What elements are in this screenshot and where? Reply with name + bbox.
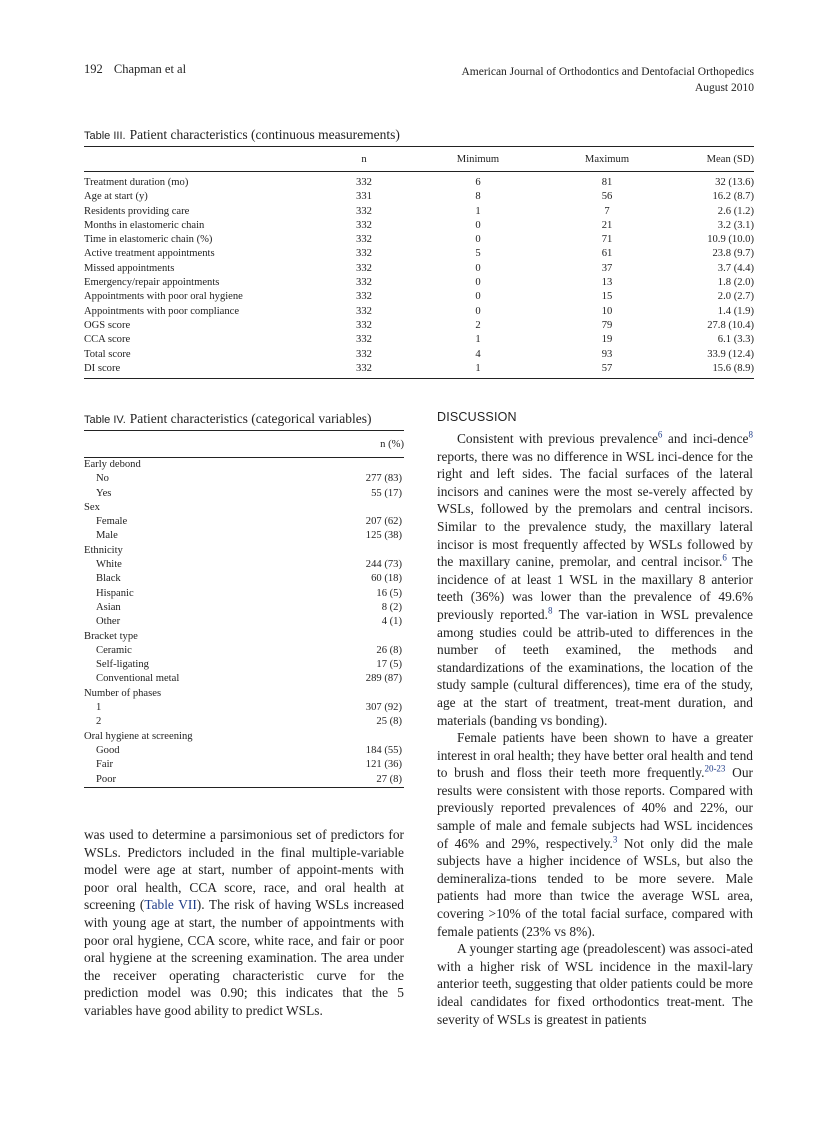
cell-max: 37 — [601, 262, 613, 274]
cell-value: 8 (2) — [381, 601, 402, 613]
discussion-paragraph-1: Consistent with previous prevalence$^6$ and inci-dence$^8$ reports, there was no difference in WSL inci-dence for the right and left sides. The facial surfaces of the lateral incisors and canines were the most se-verely affected by WSLs, followed by the premolars and central incisors. Similar to the prevalence study, the maxillary lateral incisor is most frequently affected by WSLs followed by the maxillary canine, premolar, and central incisor.$^6$ The incidence of at least 1 WSL in the maxillary 8 anterior teeth (36%) was lower than the prevalence of 49.6% previously reported.$^8$ The var-iation in WSL prevalence among studies could be attrib-uted to differences in the number of teeth examined, the methods and standardizations of the examinations, the location of the study sample (cultural differences), time era of the study, age at the start of treatment, treat-ment duration, and materials (banding vs bonding). — [437, 429, 753, 728]
cell-value: 60 (18) — [371, 573, 402, 585]
table-vii-link[interactable]: Table VII — [144, 897, 197, 913]
page-number: 192 — [84, 62, 103, 76]
cell-label: Sex — [84, 501, 100, 513]
cell-label: Emergency/repair appointments — [84, 277, 220, 289]
table3-col-max: Maximum — [584, 153, 630, 165]
section-heading: DISCUSSION — [437, 410, 517, 424]
cell-label: Age at start (y) — [84, 191, 148, 203]
table3-col-n: n — [361, 153, 367, 165]
cell-value — [334, 630, 404, 644]
cell-n: 332 — [356, 305, 372, 317]
cell-label: Fair — [96, 759, 114, 771]
cell-label: Months in elastomeric chain — [84, 219, 205, 231]
discussion-paragraph-2: Female patients have been shown to have a greater interest in oral health; they have better oral health and tend to brush and floss their teeth more frequently.$^{20-23}$ Our results were consistent with those reports. Compared with previously reported prevalences of 40% and 22%, our sample of male and female subjects had WSL incidences of 46% and 29%, respectively.$^3$ Not only did the male subjects have a higher incidence of WSLs, but also the demineraliza-tions tended to be more severe. Male patients had more than twice the average WSL area, covering >10% of the total facial surface, compared with female patients (23% vs 8%). — [437, 730, 753, 939]
table4-group-row — [84, 687, 404, 701]
cell-value — [334, 730, 404, 744]
running-header-right — [461, 64, 754, 96]
cell-max: 79 — [601, 319, 613, 331]
cell-min: 0 — [475, 219, 481, 231]
cell-min: 6 — [475, 177, 481, 188]
cell-max: 71 — [601, 234, 613, 246]
table3-row — [84, 276, 754, 290]
cell-value — [334, 458, 404, 473]
cell-mean: 23.8 (9.7) — [712, 248, 754, 260]
cell-value: 25 (8) — [376, 716, 402, 728]
cell-n: 332 — [356, 277, 372, 289]
discussion-section — [437, 410, 753, 1028]
cell-min: 8 — [475, 191, 481, 203]
journal-name: American Journal of Orthodontics and Dentofacial Orthopedics — [461, 66, 754, 78]
table4-header-row — [84, 431, 404, 458]
table3-row — [84, 362, 754, 379]
cell-n: 332 — [356, 248, 372, 260]
cell-value: 244 (73) — [365, 559, 402, 571]
cell-label: Missed appointments — [84, 262, 175, 274]
table3-row — [84, 319, 754, 333]
cell-label: Appointments with poor compliance — [84, 305, 240, 317]
table4-group-row — [84, 458, 404, 473]
cell-label: Self-ligating — [96, 659, 149, 671]
table3 — [84, 146, 754, 379]
cell-value — [334, 501, 404, 515]
table3-row — [84, 190, 754, 204]
cell-max: 61 — [601, 248, 613, 260]
table4-group-row — [84, 730, 404, 744]
cell-value: 17 (5) — [376, 659, 402, 671]
table3-header-row — [84, 147, 754, 172]
table4-title: Patient characteristics (categorical variables) — [129, 411, 372, 426]
cell-n: 332 — [356, 234, 372, 246]
cell-value: 121 (36) — [365, 759, 402, 771]
cell-value: 307 (92) — [365, 702, 402, 714]
table3-col-label — [84, 147, 314, 172]
table4-group-row — [84, 630, 404, 644]
cell-label: Early debond — [84, 459, 141, 470]
table4-row — [84, 744, 404, 758]
cell-mean: 16.2 (8.7) — [712, 191, 754, 203]
cell-label: Yes — [96, 487, 112, 499]
table4-label: Table IV. — [84, 414, 126, 426]
cell-label: Total score — [84, 348, 131, 360]
table4-row — [84, 758, 404, 772]
cell-label: Other — [96, 616, 121, 628]
cell-max: 56 — [601, 191, 613, 203]
table4-row — [84, 515, 404, 529]
cell-min: 0 — [475, 291, 481, 303]
citation[interactable]: 20-23 — [704, 763, 726, 774]
citation[interactable]: 6 — [722, 552, 727, 563]
cell-label: Poor — [96, 773, 117, 785]
cell-label: Active treatment appointments — [84, 248, 215, 260]
table3-col-mean: Mean (SD) — [706, 153, 754, 165]
table3-col-min: Minimum — [456, 153, 500, 165]
table4-row — [84, 529, 404, 543]
cell-mean: 32 (13.6) — [715, 177, 754, 188]
table4-row — [84, 558, 404, 572]
paragraph: was used to determine a parsimonious set of predictors for WSLs. Predictors included in the final multiple-variable model were age at start, number of appoint-ments with poor oral health, CCA score, race, and oral health at screening (Table VII). The risk of having WSLs increased with young age at start, the number of appointments with poor oral hygiene, CCA score, white race, and fair or poor oral hygiene at the screening examination. The area under the receiver operating characteristic curve for the prediction model was 0.90; this indicates that the 5 variables have good ability to predict WSLs. — [84, 827, 404, 1018]
issue-date: August 2010 — [694, 82, 754, 94]
cell-label: 2 — [96, 716, 102, 728]
table4-row — [84, 601, 404, 615]
table4 — [84, 430, 404, 788]
cell-value: 55 (17) — [371, 487, 402, 499]
cell-mean: 3.2 (3.1) — [717, 219, 754, 231]
cell-max: 10 — [601, 305, 613, 317]
cell-n: 332 — [356, 291, 372, 303]
cell-min: 0 — [475, 234, 481, 246]
cell-n: 332 — [356, 177, 372, 188]
cell-label: Residents providing care — [84, 205, 190, 217]
table3-caption — [84, 127, 400, 143]
table3-row — [84, 247, 754, 261]
citation[interactable]: 8 — [748, 429, 753, 440]
cell-value: 16 (5) — [376, 587, 402, 599]
cell-mean: 27.8 (10.4) — [707, 319, 754, 331]
table3-row — [84, 219, 754, 233]
cell-min: 0 — [475, 262, 481, 274]
cell-max: 81 — [601, 177, 613, 188]
cell-n: 332 — [356, 262, 372, 274]
cell-min: 0 — [475, 277, 481, 289]
authors: Chapman et al — [113, 62, 187, 76]
cell-label: Ceramic — [96, 644, 132, 656]
cell-label: Treatment duration (mo) — [84, 177, 189, 188]
cell-label: Male — [96, 530, 118, 542]
left-body-text — [84, 826, 404, 1020]
cell-max: 93 — [601, 348, 613, 360]
discussion-paragraph-3: A younger starting age (preadolescent) was associ-ated with a higher risk of WSL incidence in the maxil-lary anterior teeth, suggesting that older patients could be more ideal candidates for fixed orthodontics treat-ment. The severity of WSLs is greatest in patients — [437, 941, 753, 1027]
cell-value: 207 (62) — [365, 516, 402, 528]
table3-row — [84, 233, 754, 247]
cell-value: 125 (38) — [365, 530, 402, 542]
cell-min: 1 — [475, 205, 481, 217]
table4-row — [84, 487, 404, 501]
cell-min: 0 — [475, 305, 481, 317]
table4-group-row — [84, 501, 404, 515]
cell-value: 26 (8) — [376, 644, 402, 656]
table3-title: Patient characteristics (continuous measurements) — [129, 127, 400, 142]
cell-value: 277 (83) — [365, 473, 402, 485]
cell-label: White — [96, 559, 122, 571]
table4-group-row — [84, 544, 404, 558]
cell-mean: 1.8 (2.0) — [717, 277, 754, 289]
cell-label: CCA score — [84, 334, 131, 346]
cell-min: 2 — [475, 319, 481, 331]
citation[interactable]: 8 — [547, 605, 553, 616]
table4-row — [84, 773, 404, 788]
cell-max: 19 — [601, 334, 613, 346]
cell-n: 332 — [356, 205, 372, 217]
cell-label: Appointments with poor oral hygiene — [84, 291, 243, 303]
cell-n: 332 — [356, 362, 372, 374]
cell-label: Black — [96, 573, 121, 585]
cell-label: OGS score — [84, 319, 131, 331]
cell-n: 332 — [356, 319, 372, 331]
cell-n: 332 — [356, 219, 372, 231]
cell-max: 7 — [604, 205, 610, 217]
citation[interactable]: 6 — [657, 429, 663, 440]
table4-caption — [84, 411, 372, 427]
cell-mean: 2.6 (1.2) — [717, 205, 754, 217]
cell-label: Conventional metal — [96, 673, 180, 685]
table4-row — [84, 587, 404, 601]
cell-label: Bracket type — [84, 630, 138, 642]
cell-n: 332 — [356, 348, 372, 360]
cell-label: Good — [96, 744, 120, 756]
cell-mean: 1.4 (1.9) — [717, 305, 754, 317]
cell-label: Time in elastomeric chain (%) — [84, 234, 213, 246]
table3-row — [84, 333, 754, 347]
citation[interactable]: 3 — [612, 834, 618, 845]
cell-label: Hispanic — [96, 587, 134, 599]
cell-min: 4 — [475, 348, 481, 360]
cell-mean: 3.7 (4.4) — [717, 262, 754, 274]
cell-mean: 6.1 (3.3) — [717, 334, 754, 346]
cell-value: 184 (55) — [365, 744, 402, 756]
cell-n: 332 — [356, 334, 372, 346]
cell-label: Number of phases — [84, 687, 162, 699]
cell-mean: 15.6 (8.9) — [712, 362, 754, 374]
cell-value: 27 (8) — [376, 773, 402, 785]
table4-row — [84, 472, 404, 486]
table3-row — [84, 262, 754, 276]
cell-value: 289 (87) — [365, 673, 402, 685]
cell-max: 21 — [601, 219, 613, 231]
cell-max: 57 — [601, 362, 613, 374]
cell-value: 4 (1) — [381, 616, 402, 628]
table3-row — [84, 172, 754, 191]
table3-label: Table III. — [84, 130, 126, 142]
cell-min: 5 — [475, 248, 481, 260]
cell-label: Ethnicity — [84, 544, 123, 556]
cell-max: 15 — [601, 291, 613, 303]
running-header-left — [84, 62, 186, 77]
table4-row — [84, 715, 404, 729]
cell-label: Female — [96, 516, 128, 528]
table4-row — [84, 615, 404, 629]
cell-label: 1 — [96, 702, 102, 714]
cell-label: Oral hygiene at screening — [84, 730, 193, 742]
cell-label: No — [96, 473, 109, 485]
table4-row — [84, 572, 404, 586]
cell-min: 1 — [475, 362, 481, 374]
table3-row — [84, 205, 754, 219]
table4-col-n: n (%) — [380, 438, 404, 450]
cell-min: 1 — [475, 334, 481, 346]
cell-value — [334, 544, 404, 558]
table4-row — [84, 644, 404, 658]
table3-row — [84, 290, 754, 304]
table4-row — [84, 672, 404, 686]
cell-label: DI score — [84, 362, 121, 374]
table4-row — [84, 658, 404, 672]
table3-row — [84, 305, 754, 319]
table4-row — [84, 701, 404, 715]
cell-n: 331 — [356, 191, 372, 203]
cell-mean: 10.9 (10.0) — [707, 234, 754, 246]
cell-mean: 33.9 (12.4) — [707, 348, 754, 360]
cell-mean: 2.0 (2.7) — [717, 291, 754, 303]
table3-row — [84, 348, 754, 362]
cell-value — [334, 687, 404, 701]
cell-max: 13 — [601, 277, 613, 289]
cell-label: Asian — [96, 601, 121, 613]
